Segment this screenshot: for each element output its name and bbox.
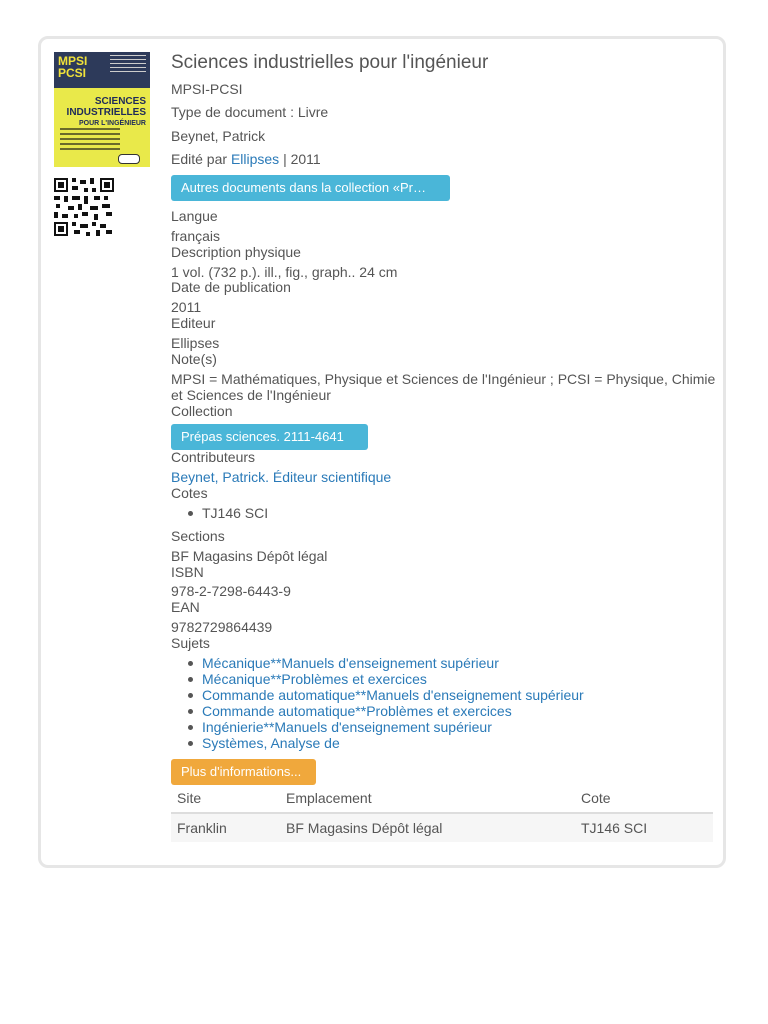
table-row bbox=[171, 813, 713, 842]
column-header-cote: Cote bbox=[575, 784, 713, 813]
record-subtitle: MPSI-PCSI bbox=[171, 81, 243, 97]
cell-site: Franklin bbox=[171, 813, 280, 842]
isbn-label: ISBN bbox=[171, 564, 204, 580]
editeur-value: Ellipses bbox=[171, 335, 220, 351]
list-item: TJ146 SCI bbox=[202, 505, 269, 521]
description-label: Description physique bbox=[171, 244, 301, 260]
table-header-row bbox=[171, 784, 713, 813]
sections-value: BF Magasins Dépôt légal bbox=[171, 548, 328, 564]
document-type: Type de document : Livre bbox=[171, 104, 329, 120]
subject-link[interactable]: Mécanique**Problèmes et exercices bbox=[202, 671, 584, 687]
cell-emplacement: BF Magasins Dépôt légal bbox=[280, 813, 575, 842]
record-author: Beynet, Patrick bbox=[171, 128, 266, 144]
book-cover-image[interactable] bbox=[54, 52, 150, 167]
date-label: Date de publication bbox=[171, 279, 291, 295]
notes-value-line-1: MPSI = Mathématiques, Physique et Sciences de l'Ingénieur ; PCSI = Physique, Chimie bbox=[171, 371, 716, 387]
cover-band-text: MPSI PCSI bbox=[58, 54, 88, 80]
sujets-label: Sujets bbox=[171, 635, 210, 651]
column-header-site: Site bbox=[171, 784, 280, 813]
cotes-label: Cotes bbox=[171, 485, 208, 501]
ean-label: EAN bbox=[171, 599, 200, 615]
cell-cote: TJ146 SCI bbox=[575, 813, 713, 842]
collection-label: Collection bbox=[171, 403, 233, 419]
ean-value: 9782729864439 bbox=[171, 619, 273, 635]
subject-link[interactable]: Mécanique**Manuels d'enseignement supérieur bbox=[202, 655, 584, 671]
langue-value: français bbox=[171, 228, 221, 244]
collection-button[interactable]: Prépas sciences. 2111-4641 bbox=[171, 424, 368, 450]
collection-documents-button[interactable]: Autres documents dans la collection «Pr… bbox=[171, 175, 450, 201]
cover-text-lines bbox=[60, 128, 120, 153]
edited-prefix: Edité par bbox=[171, 151, 228, 167]
langue-label: Langue bbox=[171, 208, 218, 224]
sujets-list bbox=[171, 655, 584, 751]
year-suffix: | 2011 bbox=[283, 151, 321, 167]
cotes-list bbox=[171, 505, 268, 521]
publisher-link[interactable]: Ellipses bbox=[230, 151, 280, 167]
cover-title: SCIENCES INDUSTRIELLES POUR L'INGÉNIEUR bbox=[66, 96, 146, 127]
record-title: Sciences industrielles pour l'ingénieur bbox=[171, 52, 489, 73]
contributor-link[interactable]: Beynet, Patrick. Éditeur scientifique bbox=[171, 469, 392, 485]
subject-link[interactable]: Systèmes, Analyse de bbox=[202, 735, 584, 751]
subject-link[interactable]: Commande automatique**Problèmes et exercices bbox=[202, 703, 584, 719]
subject-link[interactable]: Commande automatique**Manuels d'enseignement supérieur bbox=[202, 687, 584, 703]
subject-link[interactable]: Ingénierie**Manuels d'enseignement supérieur bbox=[202, 719, 584, 735]
cover-author-lines bbox=[110, 55, 146, 75]
isbn-value: 978-2-7298-6443-9 bbox=[171, 583, 291, 599]
qr-code-icon bbox=[54, 178, 114, 236]
description-value: 1 vol. (732 p.). ill., fig., graph.. 24 cm bbox=[171, 264, 398, 280]
more-info-button[interactable]: Plus d'informations... bbox=[171, 759, 316, 785]
notes-value-line-2: et Sciences de l'Ingénieur bbox=[171, 387, 331, 403]
sections-label: Sections bbox=[171, 528, 225, 544]
date-value: 2011 bbox=[171, 299, 202, 315]
publication-info bbox=[171, 151, 321, 167]
publisher-logo bbox=[118, 154, 140, 164]
column-header-emplacement: Emplacement bbox=[280, 784, 575, 813]
notes-label: Note(s) bbox=[171, 351, 217, 367]
editeur-label: Editeur bbox=[171, 315, 216, 331]
contributeurs-label: Contributeurs bbox=[171, 449, 256, 465]
holdings-table bbox=[171, 784, 713, 842]
